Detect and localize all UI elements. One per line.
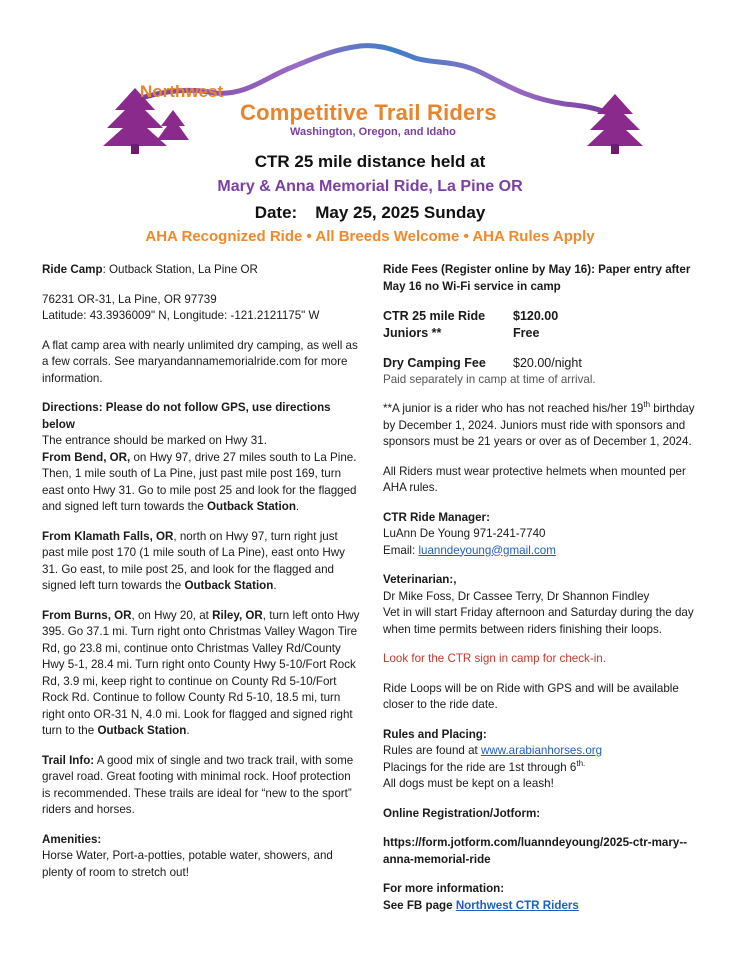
bend-text: on Hwy 97, drive 27 miles south to La Pine. Then, 1 mile south of La Pine, just past mile post 169, turn east onto Hwy 31. Go to mile post 25 and look for the flagged and signed left turn towards the <box>42 450 357 513</box>
logo-ctr-text: Competitive Trail Riders <box>240 100 497 125</box>
right-column <box>383 262 703 927</box>
fee-amount: $120.00 <box>513 309 559 323</box>
burns-riley: Riley, OR <box>212 608 263 622</box>
directions-klamath <box>42 529 360 595</box>
directions-title: Directions: Please do not follow GPS, use directions below <box>42 401 331 431</box>
small-tree-icon <box>157 110 189 140</box>
manager-title: CTR Ride Manager: <box>383 510 490 524</box>
trail-info-label: Trail Info: <box>42 753 95 767</box>
tagline: AHA Recognized Ride • All Breeds Welcome • AHA Rules Apply <box>145 228 595 245</box>
bend-outback: Outback Station <box>207 500 296 513</box>
more-info-section <box>383 881 703 914</box>
checkin-note: Look for the CTR sign in camp for check-in. <box>383 652 606 665</box>
fee-row <box>383 308 703 325</box>
fee-name: Juniors ** <box>383 325 442 340</box>
fee-name: CTR 25 mile Ride <box>383 309 486 323</box>
klamath-outback: Outback Station <box>184 579 274 592</box>
burns-text1: , on Hwy 20, at <box>131 608 213 622</box>
camp-location <box>42 292 360 325</box>
ride-loops-note: Ride Loops will be on Ride with GPS and will be available closer to the ride date. <box>383 681 679 711</box>
klamath-label: From Klamath Falls, OR <box>42 529 174 543</box>
dry-camping-amount: $20.00/night <box>513 356 582 370</box>
online-title: Online Registration/Jotform: <box>383 806 541 820</box>
camp-latlong: Latitude: 43.3936009" N, Longitude: -121.2121175" W <box>42 309 320 322</box>
junior-sup: th <box>643 400 651 410</box>
amenities-text: Horse Water, Port-a-potties, potable water, showers, and plenty of room to stretch out! <box>42 849 333 879</box>
rules-text: Rules are found at <box>383 744 481 757</box>
amenities-section <box>42 832 360 882</box>
junior-text1: **A junior is a rider who has not reached his/her 19 <box>383 402 644 415</box>
manager-email-link[interactable]: luanndeyoung@gmail.com <box>418 543 556 557</box>
helmet-rule: All Riders must wear protective helmets when mounted per AHA rules. <box>383 464 686 494</box>
placings-text: Placings for the ride are 1st through 6 <box>383 760 577 774</box>
klamath-text: , north on Hwy 97, turn right just past mile post 170 (1 mile south of La Pine), east onto Hwy 31. Go east, to mile post 25, and look for the flagged and signed left turn towards the <box>42 529 345 592</box>
directions-bend <box>42 450 360 516</box>
logo-states-text: Washington, Oregon, and Idaho <box>290 126 456 138</box>
fb-page-link[interactable]: Northwest CTR Riders <box>455 898 579 912</box>
placings-sup: th. <box>576 758 586 768</box>
directions-section <box>42 400 360 516</box>
manager-section <box>383 510 703 560</box>
fee-row <box>383 325 703 342</box>
date-value: May 25, 2025 Sunday <box>315 203 486 222</box>
trail-info <box>42 753 360 819</box>
burns-outback: Outback Station <box>97 724 187 737</box>
burns-text2: , turn left onto Hwy 395. Go 37.1 mi. Turn right onto Christmas Valley Wagon Tire Rd, go 23.8 mi, continue onto Christmas Valley Rd/County Hwy 5-1, 28.4 mi. Turn right onto County Hwy 5-10/Fort Rock Rd, 3.9 mi, keep right to continue on County Rd 5-10/Fort Rock Rd. Continue to follow County Rd 5-10, 18.5 mi, turn right onto OR-31 N, 4.0 mi. Look for flagged and signed right turn to the <box>42 608 360 737</box>
left-column <box>42 262 360 881</box>
email-label: Email: <box>383 543 419 557</box>
rules-section <box>383 727 703 793</box>
vet-title: Veterinarian:, <box>383 573 457 586</box>
logo-northwest-text: Northwest <box>140 82 224 101</box>
dry-camping-note: Paid separately in camp at time of arrival. <box>383 372 596 386</box>
fee-amount: Free <box>513 325 540 340</box>
fees-table <box>383 308 703 341</box>
burns-label: From Burns, OR <box>42 608 132 622</box>
event-title: CTR 25 mile distance held at <box>254 152 486 171</box>
dogs-rule: All dogs must be kept on a leash! <box>383 777 554 790</box>
fees-title: Ride Fees (Register online by May 16): Paper entry after May 16 no Wi-Fi service in camp <box>383 263 691 293</box>
dry-camping-row <box>383 355 703 372</box>
manager-contact: LuAnn De Young 971-241-7740 <box>383 527 546 540</box>
directions-burns <box>42 608 360 740</box>
camp-description: A flat camp area with nearly unlimited dry camping, as well as a few corrals. See maryandannamemorialride.com for more information. <box>42 338 358 385</box>
fb-text: See FB page <box>383 898 456 912</box>
bend-label: From Bend, OR, <box>42 450 131 464</box>
online-url[interactable]: https://form.jotform.com/luanndeyoung/2025-ctr-mary--anna-memorial-ride <box>383 836 688 866</box>
arabianhorses-link[interactable]: www.arabianhorses.org <box>480 744 603 757</box>
junior-definition <box>383 401 703 451</box>
date-label: Date: <box>254 203 298 222</box>
ride-camp <box>42 262 360 279</box>
bend-period: . <box>295 500 300 513</box>
ride-camp-label: Ride Camp <box>42 263 103 276</box>
right-tree-icon <box>587 94 643 154</box>
dry-camping-name: Dry Camping Fee <box>383 356 486 370</box>
burns-period: . <box>186 724 190 737</box>
amenities-title: Amenities: <box>42 832 102 846</box>
vet-text: Vet in will start Friday afternoon and Saturday during the day when time permits between riders finishing their loops. <box>383 606 694 636</box>
directions-note: The entrance should be marked on Hwy 31. <box>42 434 267 447</box>
vet-names: Dr Mike Foss, Dr Cassee Terry, Dr Shannon Findley <box>383 589 650 603</box>
klamath-period: . <box>273 579 277 592</box>
rules-title: Rules and Placing: <box>383 727 487 741</box>
camp-address: 76231 OR-31, La Pine, OR 97739 <box>42 292 217 306</box>
junior-text2: birthday by December 1, 2024. Juniors must ride with sponsors and sponsors must be 21 years or over as of December 1, 2024. <box>383 402 695 448</box>
vet-section <box>383 572 703 638</box>
ride-name: Mary & Anna Memorial Ride, La Pine OR <box>217 178 523 195</box>
trail-info-text: A good mix of single and two track trail, with some gravel road. Great footing with minimal rock. Hoof protection is recommended. These trails are ideal for “new to the sport” riders and horses. <box>42 753 354 816</box>
ride-date <box>0 203 740 223</box>
ride-camp-value: : Outback Station, La Pine OR <box>102 263 258 276</box>
more-info-title: For more information: <box>383 882 505 895</box>
